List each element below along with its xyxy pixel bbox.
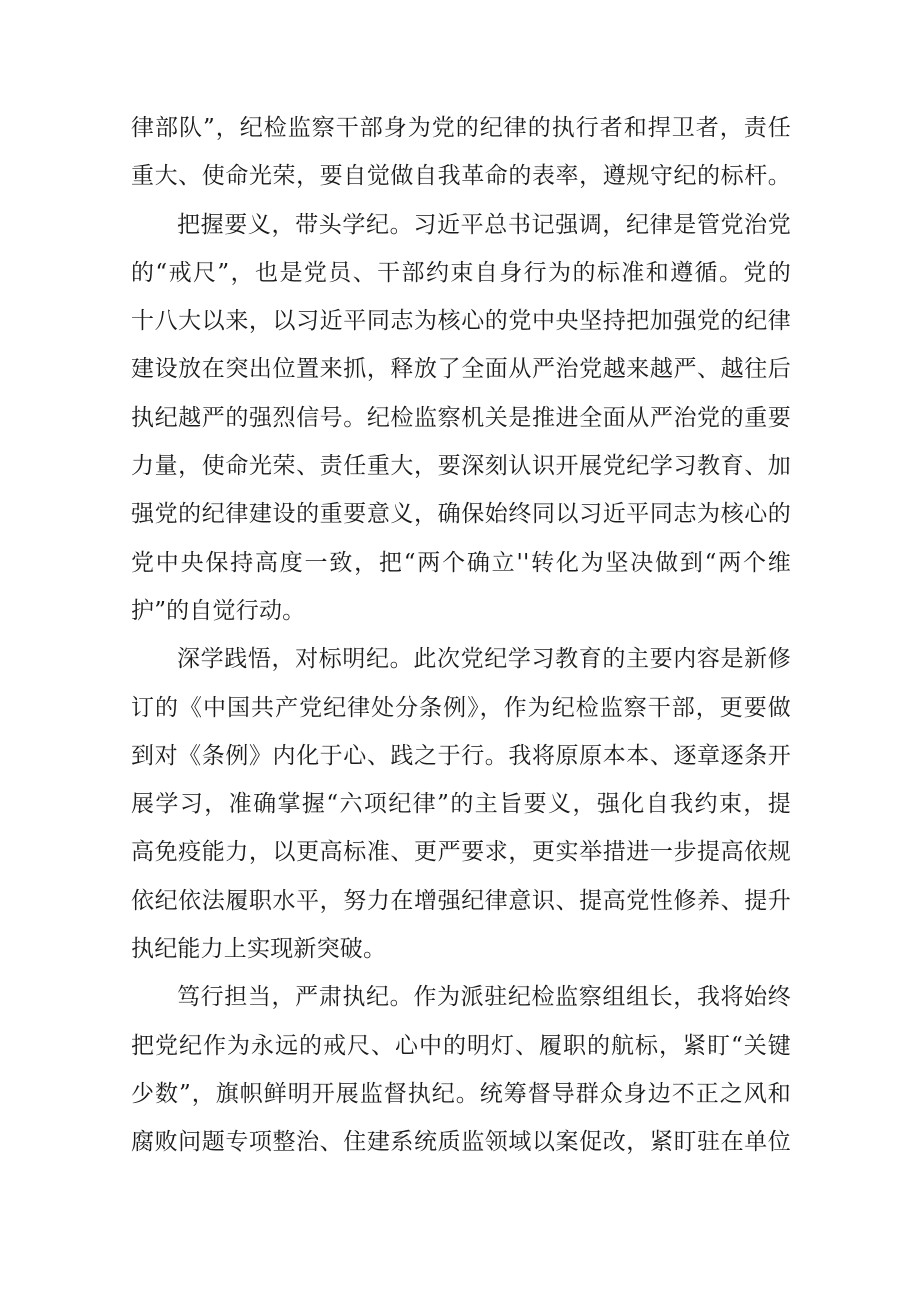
text-line: 笃行担当，严肃执纪。作为派驻纪检监察组组长，我将始终 bbox=[177, 984, 791, 1011]
text-line: 把党纪作为永远的戒尺、心中的明灯、履职的航标，紧盯“关键 bbox=[131, 1032, 791, 1059]
text-line: 重大、使命光荣，要自觉做自我革命的表率，遵规守纪的标杆。 bbox=[131, 163, 791, 190]
text-line: 力量，使命光荣、责任重大，要深刻认识开展党纪学习教育、加 bbox=[131, 453, 791, 480]
text-line: 到对《条例》内化于心、践之于行。我将原原本本、逐章逐条开 bbox=[131, 742, 791, 769]
text-line: 律部队”，纪检监察干部身为党的纪律的执行者和捍卫者，责任 bbox=[131, 115, 791, 141]
paragraph bbox=[131, 104, 791, 201]
text-line: 腐败问题专项整治、住建系统质监领域以案促改，紧盯驻在单位 bbox=[131, 1129, 791, 1156]
paragraph bbox=[131, 973, 791, 1166]
text-line: 订的《中国共产党纪律处分条例》，作为纪检监察干部，更要做 bbox=[131, 694, 791, 721]
paragraph bbox=[131, 201, 791, 636]
document-body bbox=[131, 104, 791, 1167]
paragraph bbox=[131, 635, 791, 973]
text-line: 党中央保持高度一致，把“两个确立''转化为坚决做到“两个维 bbox=[131, 549, 791, 576]
text-line: 少数”，旗帜鲜明开展监督执纪。统筹督导群众身边不正之风和 bbox=[131, 1080, 791, 1107]
text-line: 强党的纪律建设的重要意义，确保始终同以习近平同志为核心的 bbox=[131, 501, 791, 528]
text-line: 的“戒尺”，也是党员、干部约束自身行为的标准和遵循。党的 bbox=[131, 259, 791, 286]
text-line: 护”的自觉行动。 bbox=[131, 597, 306, 624]
text-line: 把握要义，带头学纪。习近平总书记强调，纪律是管党治党 bbox=[177, 211, 791, 238]
text-line: 十八大以来，以习近平同志为核心的党中央坚持把加强党的纪律 bbox=[131, 308, 791, 335]
text-line: 建设放在突出位置来抓，释放了全面从严治党越来越严、越往后 bbox=[131, 356, 791, 383]
text-line: 执纪越严的强烈信号。纪检监察机关是推进全面从严治党的重要 bbox=[131, 404, 791, 431]
text-line: 展学习，准确掌握“六项纪律”的主旨要义，强化自我约束，提 bbox=[131, 791, 791, 818]
text-line: 执纪能力上实现新突破。 bbox=[131, 936, 387, 963]
text-line: 高免疫能力，以更高标准、更严要求，更实举措进一步提高依规 bbox=[131, 839, 791, 866]
text-line: 深学践悟，对标明纪。此次党纪学习教育的主要内容是新修 bbox=[177, 646, 791, 673]
text-line: 依纪依法履职水平，努力在增强纪律意识、提高党性修养、提升 bbox=[131, 887, 791, 914]
